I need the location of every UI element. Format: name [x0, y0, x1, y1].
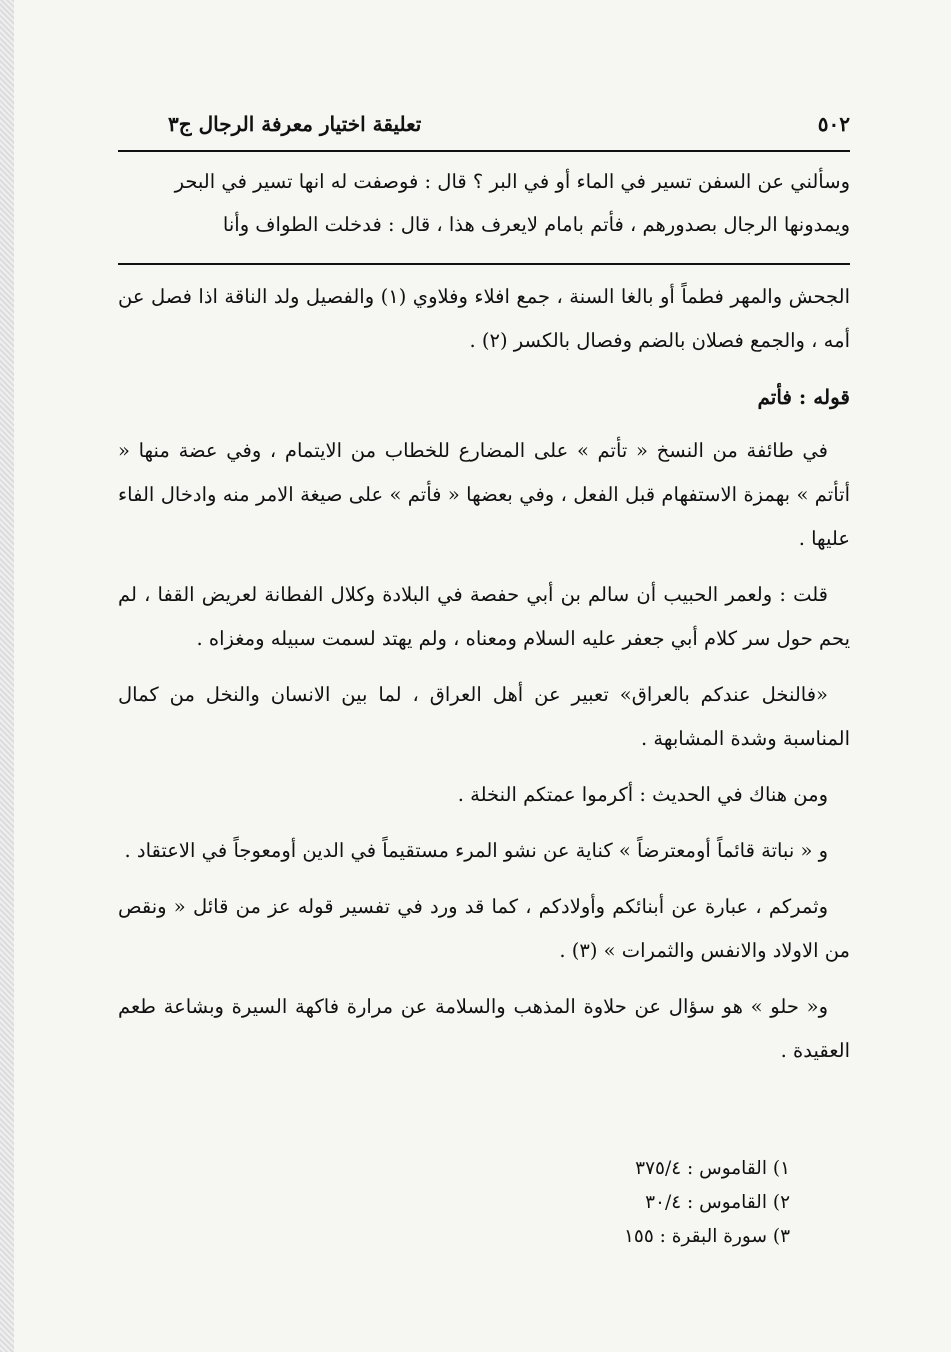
footnote: ٢) القاموس : ٣٠/٤	[645, 1192, 790, 1213]
commentary	[118, 275, 850, 1085]
commentary-paragraph: و« حلو » هو سؤال عن حلاوة المذهب والسلامة عن مرارة فاكهة السيرة وبشاعة طعم العقيدة .	[118, 995, 850, 1062]
commentary-paragraph: قلت : ولعمر الحبيب أن سالم بن أبي حفصة في البلادة وكلال الفطانة لعريض القفا ، لم يحم حول سر كلام أبي جعفر عليه السلام ومعناه ، ولم يهتد لسمت سبيله ومغزاه .	[118, 583, 850, 650]
commentary-paragraph: و « نباتة قائماً أومعترضاً » كناية عن نشو المرء مستقيماً في الدين أومعوجاً في الاعتقاد .	[124, 839, 828, 862]
header-rule	[118, 150, 850, 152]
commentary-paragraph: وثمركم ، عبارة عن أبنائكم وأولادكم ، كما قد ورد في تفسير قوله عز من قائل « ونقص من الاولاد والانفس والثمرات » (٣) .	[118, 895, 850, 962]
commentary-paragraph: «فالنخل عندكم بالعراق» تعبير عن أهل العراق ، لما بين الانسان والنخل من كمال المناسبة وشدة المشابهة .	[118, 683, 850, 750]
footnotes	[490, 1152, 790, 1254]
running-title: تعليقة اختيار معرفة الرجال ج٣	[168, 112, 422, 136]
commentary-paragraph: الجحش والمهر فطماً أو بالغا السنة ، جمع افلاء وفلاوي (١) والفصيل ولد الناقة اذا فصل عن أمه ، والجمع فصلان بالضم وفصال بالكسر (٢) .	[118, 285, 851, 352]
commentary-paragraph: في طائفة من النسخ « تأتم » على المضارع للخطاب من الايتمام ، وفي عضة منها « أتأتم » بهمزة الاستفهام قبل الفعل ، وفي بعضها « فأتم » على صيغة الامر منه وادخال الفاء عليها .	[118, 439, 850, 550]
running-header	[118, 112, 850, 146]
main-text-line: وسألني عن السفن تسير في الماء أو في البر ؟ قال : فوصفت له انها تسير في البحر	[174, 170, 850, 193]
separator-rule	[118, 263, 850, 265]
book-page	[118, 0, 850, 1352]
section-heading: قوله : فأتم	[757, 385, 850, 409]
commentary-paragraph: ومن هناك في الحديث : أكرموا عمتكم النخلة .	[457, 783, 828, 806]
footnote: ١) القاموس : ٣٧٥/٤	[635, 1158, 790, 1179]
main-text	[118, 160, 850, 246]
page-edge-texture	[0, 0, 14, 1352]
page-number: ٥٠٢	[817, 112, 850, 136]
main-text-line: ويمدونها الرجال بصدورهم ، فأتم بامام لايعرف هذا ، قال : فدخلت الطواف وأنا	[222, 213, 850, 236]
footnote: ٣) سورة البقرة : ١٥٥	[623, 1226, 790, 1247]
